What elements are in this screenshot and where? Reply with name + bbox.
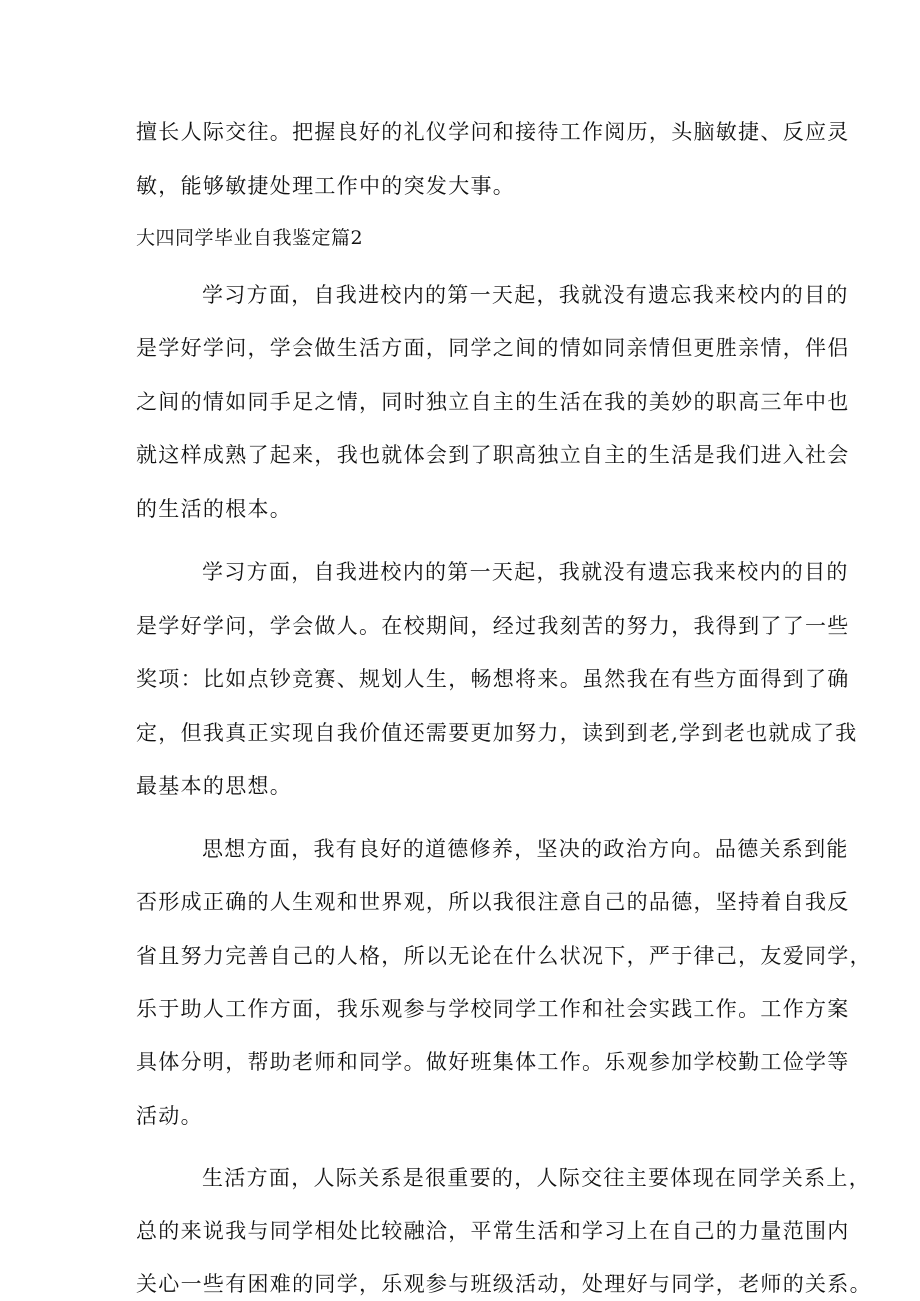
text-line: 总的来说我与同学相处比较融洽，平常生活和学习上在自己的力量范围内 — [136, 1219, 850, 1243]
paragraph-first-line: 思想方面，我有良好的道德修养，坚决的政治方向。品德关系到能 — [202, 837, 849, 861]
text-line: 最基本的思想。 — [136, 774, 293, 798]
text-line: 敏，能够敏捷处理工作中的突发大事。 — [136, 174, 516, 198]
paragraph-first-line: 学习方面，自我进校内的第一天起，我就没有遗忘我来校内的目的 — [202, 560, 849, 584]
text-line: 的生活的根本。 — [136, 497, 293, 521]
paragraph-first-line: 学习方面，自我进校内的第一天起，我就没有遗忘我来校内的目的 — [202, 283, 849, 307]
text-line: 是学好学问，学会做人。在校期间，经过我刻苦的努力，我得到了了一些 — [136, 614, 850, 638]
text-line: 乐于助人工作方面，我乐观参与学校同学工作和社会实践工作。工作方案 — [136, 997, 850, 1021]
text-line: 就这样成熟了起来，我也就体会到了职高独立自主的生活是我们进入社会 — [136, 443, 850, 467]
text-line: 定，但我真正实现自我价值还需要更加努力，读到到老,学到老也就成了我 — [136, 721, 858, 745]
section-heading: 大四同学毕业自我鉴定篇2 — [136, 227, 364, 249]
text-line: 之间的情如同手足之情，同时独立自主的生活在我的美妙的职高三年中也 — [136, 390, 850, 414]
paragraph-first-line: 生活方面，人际关系是很重要的，人际交往主要体现在同学关系上， — [202, 1166, 871, 1190]
text-line: 否形成正确的人生观和世界观，所以我很注意自己的品德，坚持着自我反 — [136, 890, 850, 914]
text-line: 奖项：比如点钞竞赛、规划人生，畅想将来。虽然我在有些方面得到了确 — [136, 667, 850, 691]
text-line: 活动。 — [136, 1104, 203, 1128]
text-line: 具体分明，帮助老师和同学。做好班集体工作。乐观参加学校勤工俭学等 — [136, 1050, 850, 1074]
text-line: 关心一些有困难的同学，乐观参与班级活动，处理好与同学，老师的关系。 — [136, 1272, 872, 1296]
text-line: 省且努力完善自己的人格，所以无论在什么状况下，严于律己，友爱同学， — [136, 944, 872, 968]
text-line: 是学好学问，学会做生活方面，同学之间的情如同亲情但更胜亲情，伴侣 — [136, 336, 850, 360]
text-line: 擅长人际交往。把握良好的礼仪学问和接待工作阅历，头脑敏捷、反应灵 — [136, 120, 850, 144]
